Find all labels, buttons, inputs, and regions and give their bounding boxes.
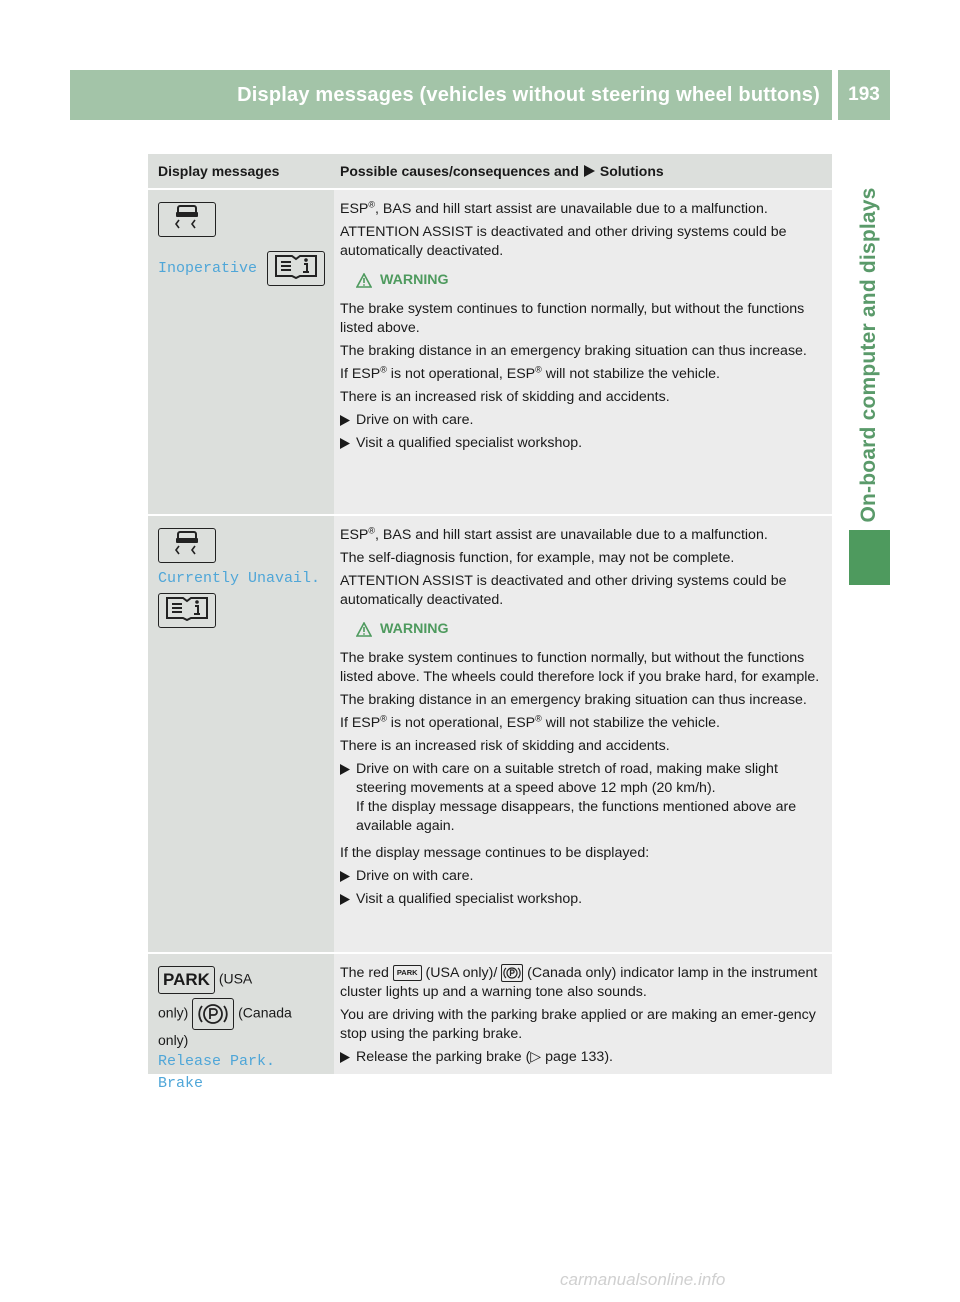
arrow-right-icon [340,894,350,905]
table-row [148,952,832,1092]
table-header [148,154,832,188]
watermark: carmanualsonline.info [560,1270,726,1289]
park-indicator-icon: PARK [393,965,422,981]
solution-cell: ESP®, BAS and hill start assist are unavailable due to a malfunction. The self-diagnosis function, for example, may not be complete. ATTENTION ASSIST is deactivated and other driving systems could be automatically deactivated. WARNING The brake system continues to function normally, but without the functions listed above. The wheels could therefore lock if you brake hard, for example. The braking distance in an emergency braking situation can thus increase. If ESP® is not operational, ESP® will not stabilize the vehicle. There is an increased risk of skidding and accidents. Drive on with care on a suitable stretch of road, making make slight steering movements at a speed above 12 mph (20 km/h). If the display message disappears, the functions mentioned above are available again. If the display message continues to be displayed: Drive on with care. Visit a qualified specialist workshop. [334,516,832,952]
parking-brake-canada-icon [192,998,234,1030]
manual-book-icon [267,251,325,286]
warning-triangle-icon [356,622,372,637]
col-display-messages: Display messages [158,163,280,179]
list-item: Visit a qualified specialist workshop. [340,434,826,453]
warning-triangle-icon [356,273,372,288]
message-cell: PARK (USA only) (Canada only) Release Park. Brake [148,954,334,1074]
park-brake-icon: PARK [158,966,215,994]
arrow-right-icon [340,438,350,449]
manual-book-icon [158,593,216,628]
display-messages-table [148,154,832,1092]
message-cell [148,516,334,952]
warning-heading: WARNING [356,620,826,639]
arrow-right-icon [340,415,350,426]
page-header [70,70,890,120]
warning-heading: WARNING [356,271,826,290]
display-message: Currently Unavail. [158,570,321,587]
arrow-right-icon [340,764,350,775]
side-tab-label: On-board computer and displays [857,187,880,523]
parking-brake-canada-icon [501,964,523,982]
arrow-right-icon [584,165,595,177]
esp-skid-icon [158,202,216,237]
side-tab-marker [849,530,890,585]
table-row [148,514,832,952]
page-number: 193 [838,70,890,120]
list-item: Visit a qualified specialist workshop. [340,890,826,909]
arrow-right-icon [340,1052,350,1063]
list-item: Drive on with care. [340,411,826,430]
solution-cell: The red PARK (USA only)/ (Canada only) indicator lamp in the instrument cluster lights up and a warning tone also sounds. You are driving with the parking brake applied or are making an emer-gency stop using the parking brake. Release the parking brake (▷ page 133). [334,954,832,1074]
list-item: Drive on with care. [340,867,826,886]
display-message: Release Park. Brake [158,1053,276,1092]
header-title: Display messages (vehicles without steering wheel buttons) [70,70,832,120]
display-message: Inoperative [158,260,258,277]
esp-skid-icon [158,528,216,563]
solution-cell: ESP®, BAS and hill start assist are unavailable due to a malfunction. ATTENTION ASSIST is deactivated and other driving systems could be automatically deactivated. WARNING The brake system continues to function normally, but without the functions listed above. The braking distance in an emergency braking situation can thus increase. If ESP® is not operational, ESP® will not stabilize the vehicle. There is an increased risk of skidding and accidents. Drive on with care. Visit a qualified specialist workshop. [334,190,832,514]
table-row [148,188,832,514]
list-item: Release the parking brake (▷ page 133). [340,1048,826,1067]
arrow-right-icon [340,871,350,882]
message-cell [148,190,334,514]
col-causes: Possible causes/consequences and Solutions [340,163,664,179]
list-item: Drive on with care on a suitable stretch of road, making make slight steering movements at a speed above 12 mph (20 km/h). If the display message disappears, the functions mentioned above are available again. [340,760,826,836]
